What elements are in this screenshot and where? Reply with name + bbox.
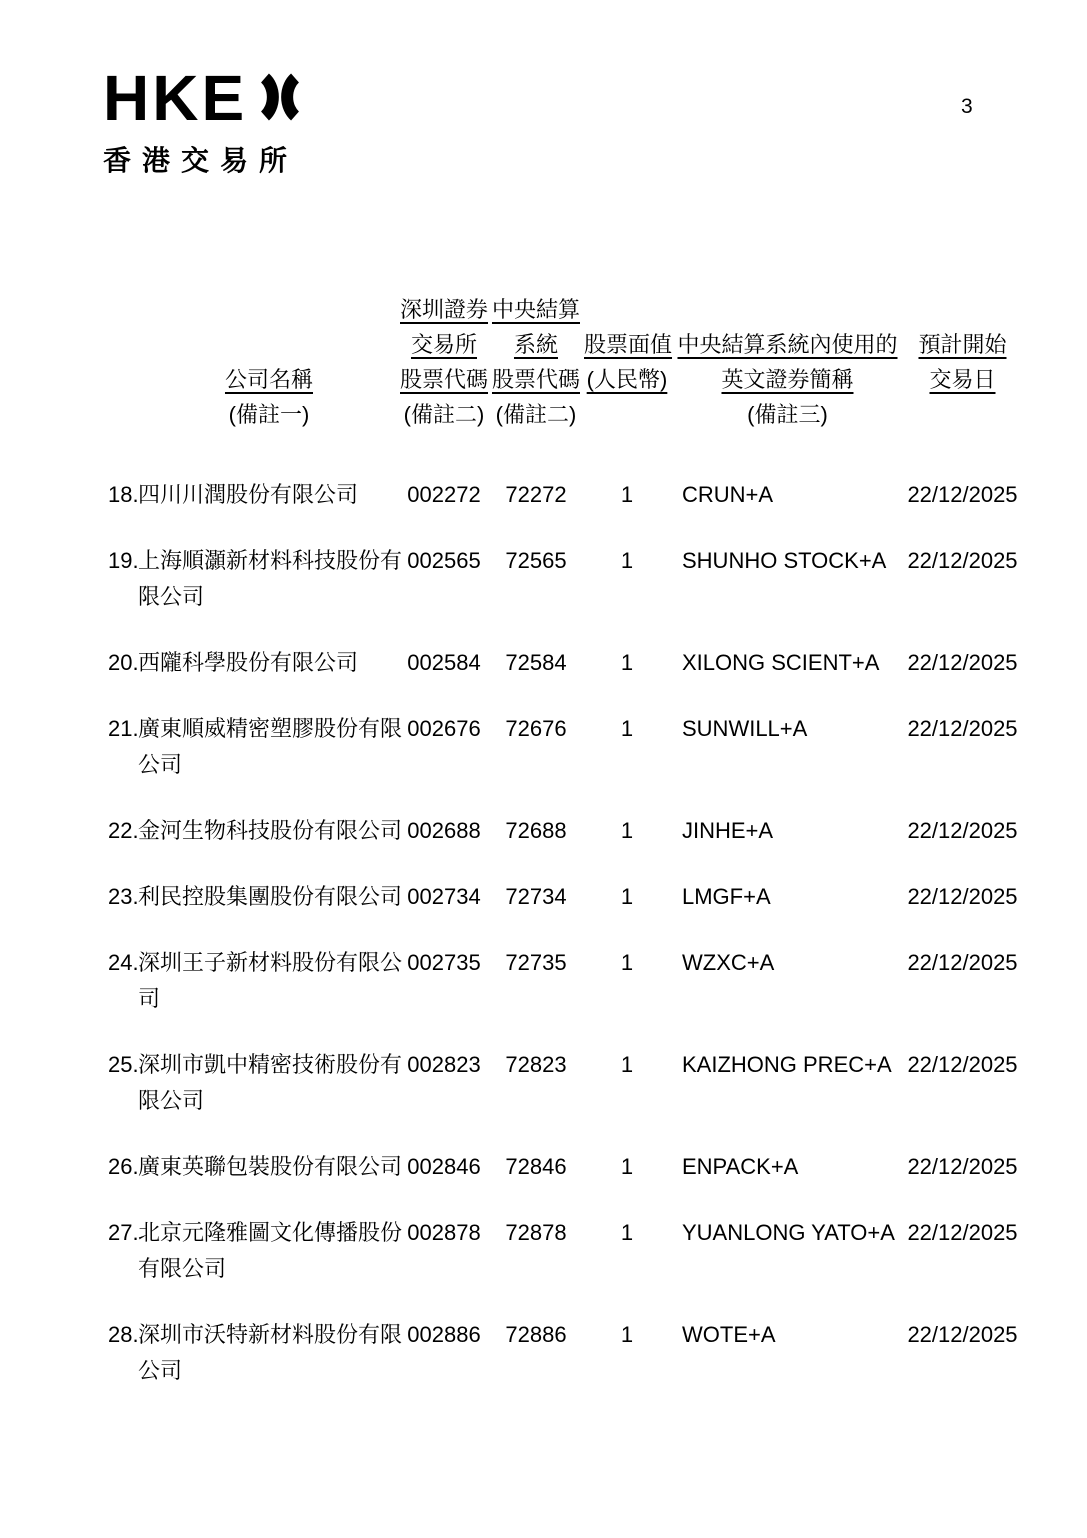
par-value: 1 <box>620 482 634 507</box>
ccass-stock-code: 72735 <box>505 950 567 975</box>
szse-stock-code: 002846 <box>407 1154 481 1179</box>
table-row <box>108 477 1020 513</box>
row-number: 22. <box>108 818 139 843</box>
par-value: 1 <box>620 950 634 975</box>
english-short-name: JINHE+A <box>682 818 774 843</box>
english-short-name: YUANLONG YATO+A <box>682 1220 895 1245</box>
szse-stock-code: 002878 <box>407 1220 481 1245</box>
column-header-ccass-stock-code <box>488 293 584 433</box>
column-header-line: (備註二) <box>403 402 485 427</box>
company-name-line: 上海順灝新材料科技股份有 <box>138 548 403 573</box>
par-value: 1 <box>620 818 634 843</box>
hkex-logo <box>103 62 309 179</box>
company-name-line: 公司 <box>138 752 183 777</box>
par-value: 1 <box>620 650 634 675</box>
column-header-line: 英文證券簡稱 <box>721 367 854 392</box>
column-header-expected-trading-start-date <box>905 293 1020 433</box>
column-header-line <box>584 293 670 328</box>
company-name-line: 公司 <box>138 1358 183 1383</box>
table-row <box>108 1149 1020 1185</box>
szse-stock-code: 002735 <box>407 950 481 975</box>
company-name <box>138 1047 403 1119</box>
row-number: 19. <box>108 548 139 573</box>
szse-stock-code: 002584 <box>407 650 481 675</box>
table-row <box>108 1047 1020 1119</box>
company-name-line: 金河生物科技股份有限公司 <box>138 818 403 843</box>
expected-trading-date: 22/12/2025 <box>907 950 1018 975</box>
column-header-ccass-english-short-name <box>670 293 905 433</box>
expected-trading-date: 22/12/2025 <box>907 1220 1018 1245</box>
par-value: 1 <box>620 1154 634 1179</box>
column-header-company-name <box>108 293 400 433</box>
szse-stock-code: 002823 <box>407 1052 481 1077</box>
szse-stock-code: 002565 <box>407 548 481 573</box>
expected-trading-date: 22/12/2025 <box>907 1322 1018 1347</box>
ccass-stock-code: 72734 <box>505 884 567 909</box>
table-row <box>108 1317 1020 1389</box>
column-header-line: (備註三) <box>747 402 828 427</box>
szse-stock-code: 002886 <box>407 1322 481 1347</box>
column-header-line <box>905 293 1020 328</box>
row-number: 23. <box>108 884 139 909</box>
table-row <box>108 543 1020 615</box>
row-number: 27. <box>108 1220 139 1245</box>
column-header-line: 股票代碼 <box>491 367 580 392</box>
column-header-line <box>138 293 400 328</box>
row-number: 24. <box>108 950 139 975</box>
row-number: 21. <box>108 716 139 741</box>
column-header-line: (備註一) <box>228 402 310 427</box>
company-name-line: 西隴科學股份有限公司 <box>138 650 359 675</box>
ccass-stock-code: 72846 <box>505 1154 567 1179</box>
expected-trading-date: 22/12/2025 <box>907 482 1018 507</box>
company-name-line: 限公司 <box>138 1088 205 1113</box>
company-name <box>138 477 400 513</box>
english-short-name: WOTE+A <box>682 1322 776 1347</box>
ccass-stock-code: 72823 <box>505 1052 567 1077</box>
english-short-name: XILONG SCIENT+A <box>682 650 880 675</box>
english-short-name: LMGF+A <box>682 884 771 909</box>
szse-stock-code: 002676 <box>407 716 481 741</box>
column-header-line <box>138 328 400 363</box>
column-header-line: 中央結算 <box>491 297 580 322</box>
par-value: 1 <box>620 716 634 741</box>
row-number: 20. <box>108 650 139 675</box>
column-header-line <box>670 293 905 328</box>
column-header-line: 中央結算系統內使用的 <box>677 332 898 357</box>
expected-trading-date: 22/12/2025 <box>907 818 1018 843</box>
column-header-szse-stock-code <box>400 293 488 433</box>
english-short-name: SHUNHO STOCK+A <box>682 548 887 573</box>
par-value: 1 <box>620 548 634 573</box>
english-short-name: WZXC+A <box>682 950 775 975</box>
par-value: 1 <box>620 1322 634 1347</box>
table-header-row <box>108 293 1020 433</box>
company-name-line: 北京元隆雅圖文化傳播股份 <box>138 1220 403 1245</box>
expected-trading-date: 22/12/2025 <box>907 650 1018 675</box>
company-name-line: 廣東順威精密塑膠股份有限 <box>138 716 403 741</box>
table-row <box>108 879 1020 915</box>
company-name <box>138 543 403 615</box>
table-body <box>108 477 1020 1389</box>
column-header-line: 系統 <box>513 332 558 357</box>
column-header-line <box>584 398 670 433</box>
column-header-line: 交易日 <box>929 367 996 392</box>
ccass-stock-code: 72565 <box>505 548 567 573</box>
company-name-line: 深圳市沃特新材料股份有限 <box>138 1322 403 1347</box>
row-number: 18. <box>108 482 139 507</box>
company-name-line: 四川川潤股份有限公司 <box>138 482 359 507</box>
company-name <box>138 1317 403 1389</box>
row-number: 25. <box>108 1052 139 1077</box>
company-name <box>138 645 400 681</box>
english-short-name: KAIZHONG PREC+A <box>682 1052 892 1077</box>
company-name <box>138 945 403 1017</box>
ccass-stock-code: 72878 <box>505 1220 567 1245</box>
column-header-line: 股票代碼 <box>400 367 489 392</box>
logo-subtitle: 香港交易所 <box>103 145 299 176</box>
column-header-line: 深圳證券 <box>400 297 489 322</box>
table-row <box>108 945 1020 1017</box>
table-row <box>108 1215 1020 1287</box>
company-name <box>138 813 403 849</box>
logo-wordmark-text: HKE <box>103 62 248 134</box>
page-number: 3 <box>961 95 973 118</box>
column-header-line: (人民幣) <box>586 367 668 392</box>
column-header-line: 公司名稱 <box>224 367 313 392</box>
expected-trading-date: 22/12/2025 <box>907 884 1018 909</box>
company-name-line: 深圳王子新材料股份有限公 <box>138 950 403 975</box>
logo-wordmark <box>103 62 309 134</box>
ccass-stock-code: 72886 <box>505 1322 567 1347</box>
company-name <box>138 711 403 783</box>
ccass-stock-code: 72584 <box>505 650 567 675</box>
expected-trading-date: 22/12/2025 <box>907 1154 1018 1179</box>
szse-stock-code: 002272 <box>407 482 481 507</box>
company-name-line: 司 <box>138 986 161 1011</box>
english-short-name: SUNWILL+A <box>682 716 808 741</box>
company-name <box>138 1215 403 1287</box>
par-value: 1 <box>620 1052 634 1077</box>
ccass-stock-code: 72272 <box>505 482 567 507</box>
column-header-line <box>905 398 1020 433</box>
table-row <box>108 645 1020 681</box>
company-name <box>138 1149 403 1185</box>
ccass-stock-code: 72688 <box>505 818 567 843</box>
company-name-line: 利民控股集團股份有限公司 <box>138 884 403 909</box>
ccass-stock-code: 72676 <box>505 716 567 741</box>
column-header-line: 交易所 <box>410 332 477 357</box>
row-number: 28. <box>108 1322 139 1347</box>
szse-stock-code: 002734 <box>407 884 481 909</box>
company-name-line: 深圳市凱中精密技術股份有 <box>138 1052 403 1077</box>
par-value: 1 <box>620 884 634 909</box>
expected-trading-date: 22/12/2025 <box>907 716 1018 741</box>
expected-trading-date: 22/12/2025 <box>907 1052 1018 1077</box>
column-header-par-value-rmb <box>584 293 673 433</box>
hkex-x-icon <box>251 71 309 123</box>
table-row <box>108 813 1020 849</box>
column-header-line: (備註二) <box>495 402 577 427</box>
par-value: 1 <box>620 1220 634 1245</box>
row-number: 26. <box>108 1154 139 1179</box>
company-name-line: 廣東英聯包裝股份有限公司 <box>138 1154 403 1179</box>
company-name-line: 有限公司 <box>138 1256 227 1281</box>
english-short-name: CRUN+A <box>682 482 774 507</box>
szse-stock-code: 002688 <box>407 818 481 843</box>
expected-trading-date: 22/12/2025 <box>907 548 1018 573</box>
company-name <box>138 879 403 915</box>
column-header-line: 股票面值 <box>584 332 673 357</box>
column-header-line: 預計開始 <box>918 332 1007 357</box>
company-name-line: 限公司 <box>138 584 205 609</box>
securities-table <box>108 293 1020 1419</box>
table-row <box>108 711 1020 783</box>
english-short-name: ENPACK+A <box>682 1154 799 1179</box>
